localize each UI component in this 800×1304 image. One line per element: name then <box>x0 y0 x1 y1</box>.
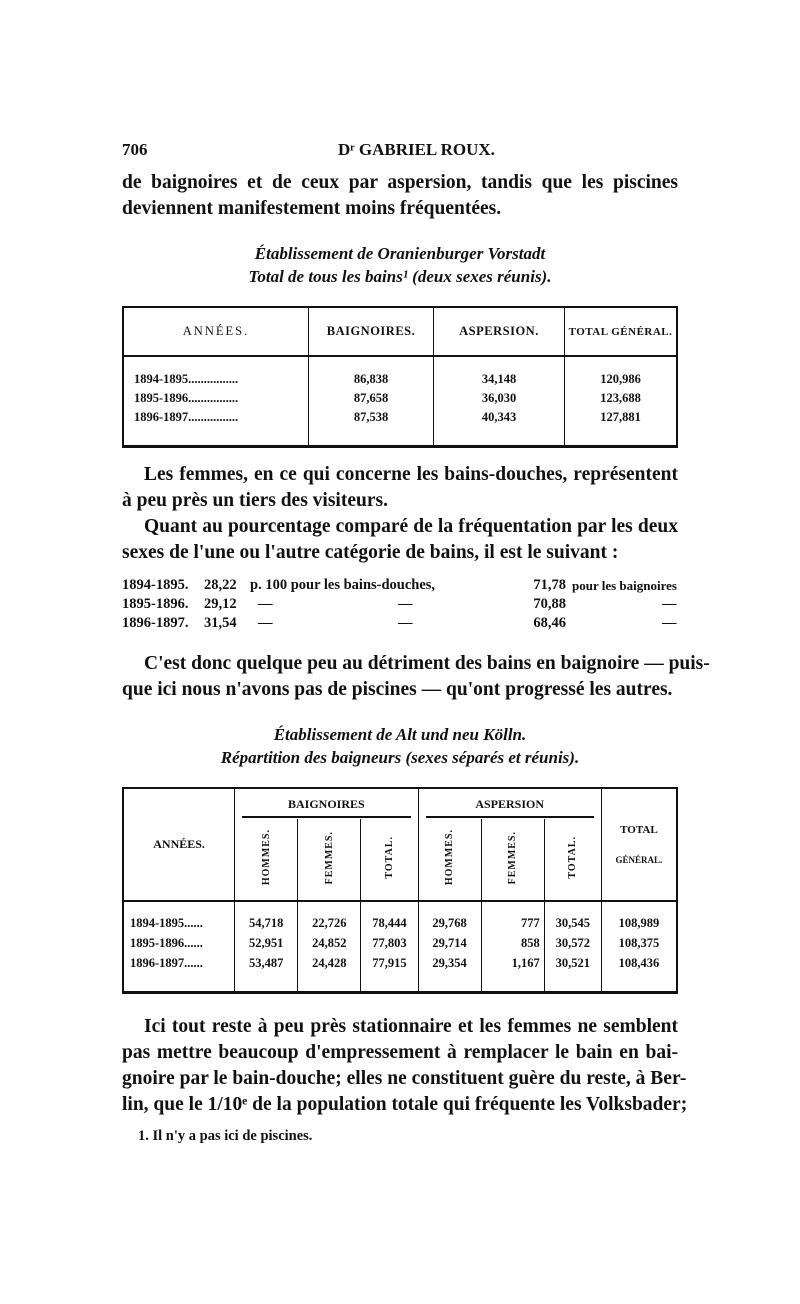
page <box>122 140 710 1145</box>
list-item: 1895-1896. 29,12 — — 70,88 — <box>122 596 677 612</box>
intro-line-1: de baignoires et de ceux par aspersion, tandis que les piscines <box>122 172 678 193</box>
paragraph-detriment-line-1: C'est donc quelque peu au détriment des bains en baignoire — puis- <box>144 653 710 674</box>
table2-header-baignoires: BAIGNOIRES <box>235 789 418 819</box>
table1 <box>122 306 678 448</box>
table2-caption-line-1: Établissement de Alt und neu Kölln. <box>273 725 527 744</box>
table-row: 1894-1895...... 54,718 22,726 78,444 29,768 777 30,545 108,989 <box>124 913 676 933</box>
brace-icon <box>242 816 410 818</box>
paragraph-stationary-line-4: lin, que le 1/10ᵉ de la population totale qui fréquente les Volksbader; <box>122 1094 688 1115</box>
table2-header-aspersion: ASPERSION <box>418 789 601 819</box>
intro-paragraph <box>122 170 678 222</box>
paragraph-women-line-1: Les femmes, en ce qui concerne les bains-douches, représentent <box>144 464 678 485</box>
table1-caption <box>122 242 678 288</box>
table2-caption-line-2: Répartition des baigneurs (sexes séparés et réunis). <box>220 748 580 767</box>
table1-header-total: TOTAL GÉNÉRAL. <box>568 325 673 338</box>
sub-header-femmes: FEMMES. <box>323 830 335 885</box>
table-row: 1896-1897................ 87,538 40,343 127,881 <box>124 408 676 427</box>
intro-line-2: deviennent manifestement moins fréquentées. <box>122 198 502 219</box>
table1-header-aspersion: ASPERSION. <box>434 308 565 356</box>
table1-header-annees: ANNÉES. <box>124 308 309 356</box>
paragraph-percentage-line-2: sexes de l'une ou l'autre catégorie de bains, il est le suivant : <box>122 542 619 563</box>
running-head: Dʳ GABRIEL ROUX. <box>338 140 495 159</box>
table-row: 1896-1897...... 53,487 24,428 77,915 29,354 1,167 30,521 108,436 <box>124 953 676 973</box>
paragraph-percentage <box>122 514 678 566</box>
paragraph-women <box>122 462 678 514</box>
paragraph-stationary-line-2: pas mettre beaucoup d'empressement à remplacer le bain en bai- <box>122 1042 678 1063</box>
paragraph-stationary-line-3: gnoire par le bain-douche; elles ne constituent guère du reste, à Ber- <box>122 1068 687 1089</box>
paragraph-stationary <box>122 1014 688 1118</box>
paragraph-stationary-line-1: Ici tout reste à peu près stationnaire et les femmes ne semblent <box>144 1016 678 1037</box>
paragraph-percentage-line-1: Quant au pourcentage comparé de la fréquentation par les deux <box>144 516 678 537</box>
page-header <box>122 140 678 164</box>
table2 <box>122 787 678 994</box>
page-number: 706 <box>122 140 148 159</box>
sub-header-hommes: HOMMES. <box>260 829 272 886</box>
sub-header-hommes: HOMMES. <box>444 829 456 886</box>
table-row: 1895-1896...... 52,951 24,852 77,803 29,714 858 30,572 108,375 <box>124 933 676 953</box>
table1-caption-line-1: Établissement de Oranienburger Vorstadt <box>254 244 546 263</box>
paragraph-women-line-2: à peu près un tiers des visiteurs. <box>122 490 388 511</box>
table1-caption-line-2: Total de tous les bains¹ (deux sexes réunis). <box>248 267 552 286</box>
brace-icon <box>426 816 594 818</box>
sub-header-total: TOTAL. <box>567 836 579 879</box>
footnote: 1. Il n'y a pas ici de piscines. <box>138 1128 313 1144</box>
percentage-list <box>122 576 678 633</box>
paragraph-detriment <box>122 651 710 703</box>
table-row: 1895-1896................ 87,658 36,030 123,688 <box>124 389 676 408</box>
table-row: 1894-1895................ 86,838 34,148 120,986 <box>124 370 676 389</box>
sub-header-femmes: FEMMES. <box>507 830 519 885</box>
sub-header-total: TOTAL. <box>383 836 395 879</box>
table2-caption <box>122 723 678 769</box>
table1-header-baignoires: BAIGNOIRES. <box>309 308 434 356</box>
table2-header-total: TOTAL GÉNÉRAL. <box>615 823 663 865</box>
list-item: 1894-1895. 28,22 p. 100 pour les bains-douches, 71,78 pour les baignoires <box>122 577 677 593</box>
paragraph-detriment-line-2: que ici nous n'avons pas de piscines — qu'ont progressé les autres. <box>122 679 673 700</box>
table2-header-annees: ANNÉES. <box>124 789 235 901</box>
list-item: 1896-1897. 31,54 — — 68,46 — <box>122 615 677 631</box>
